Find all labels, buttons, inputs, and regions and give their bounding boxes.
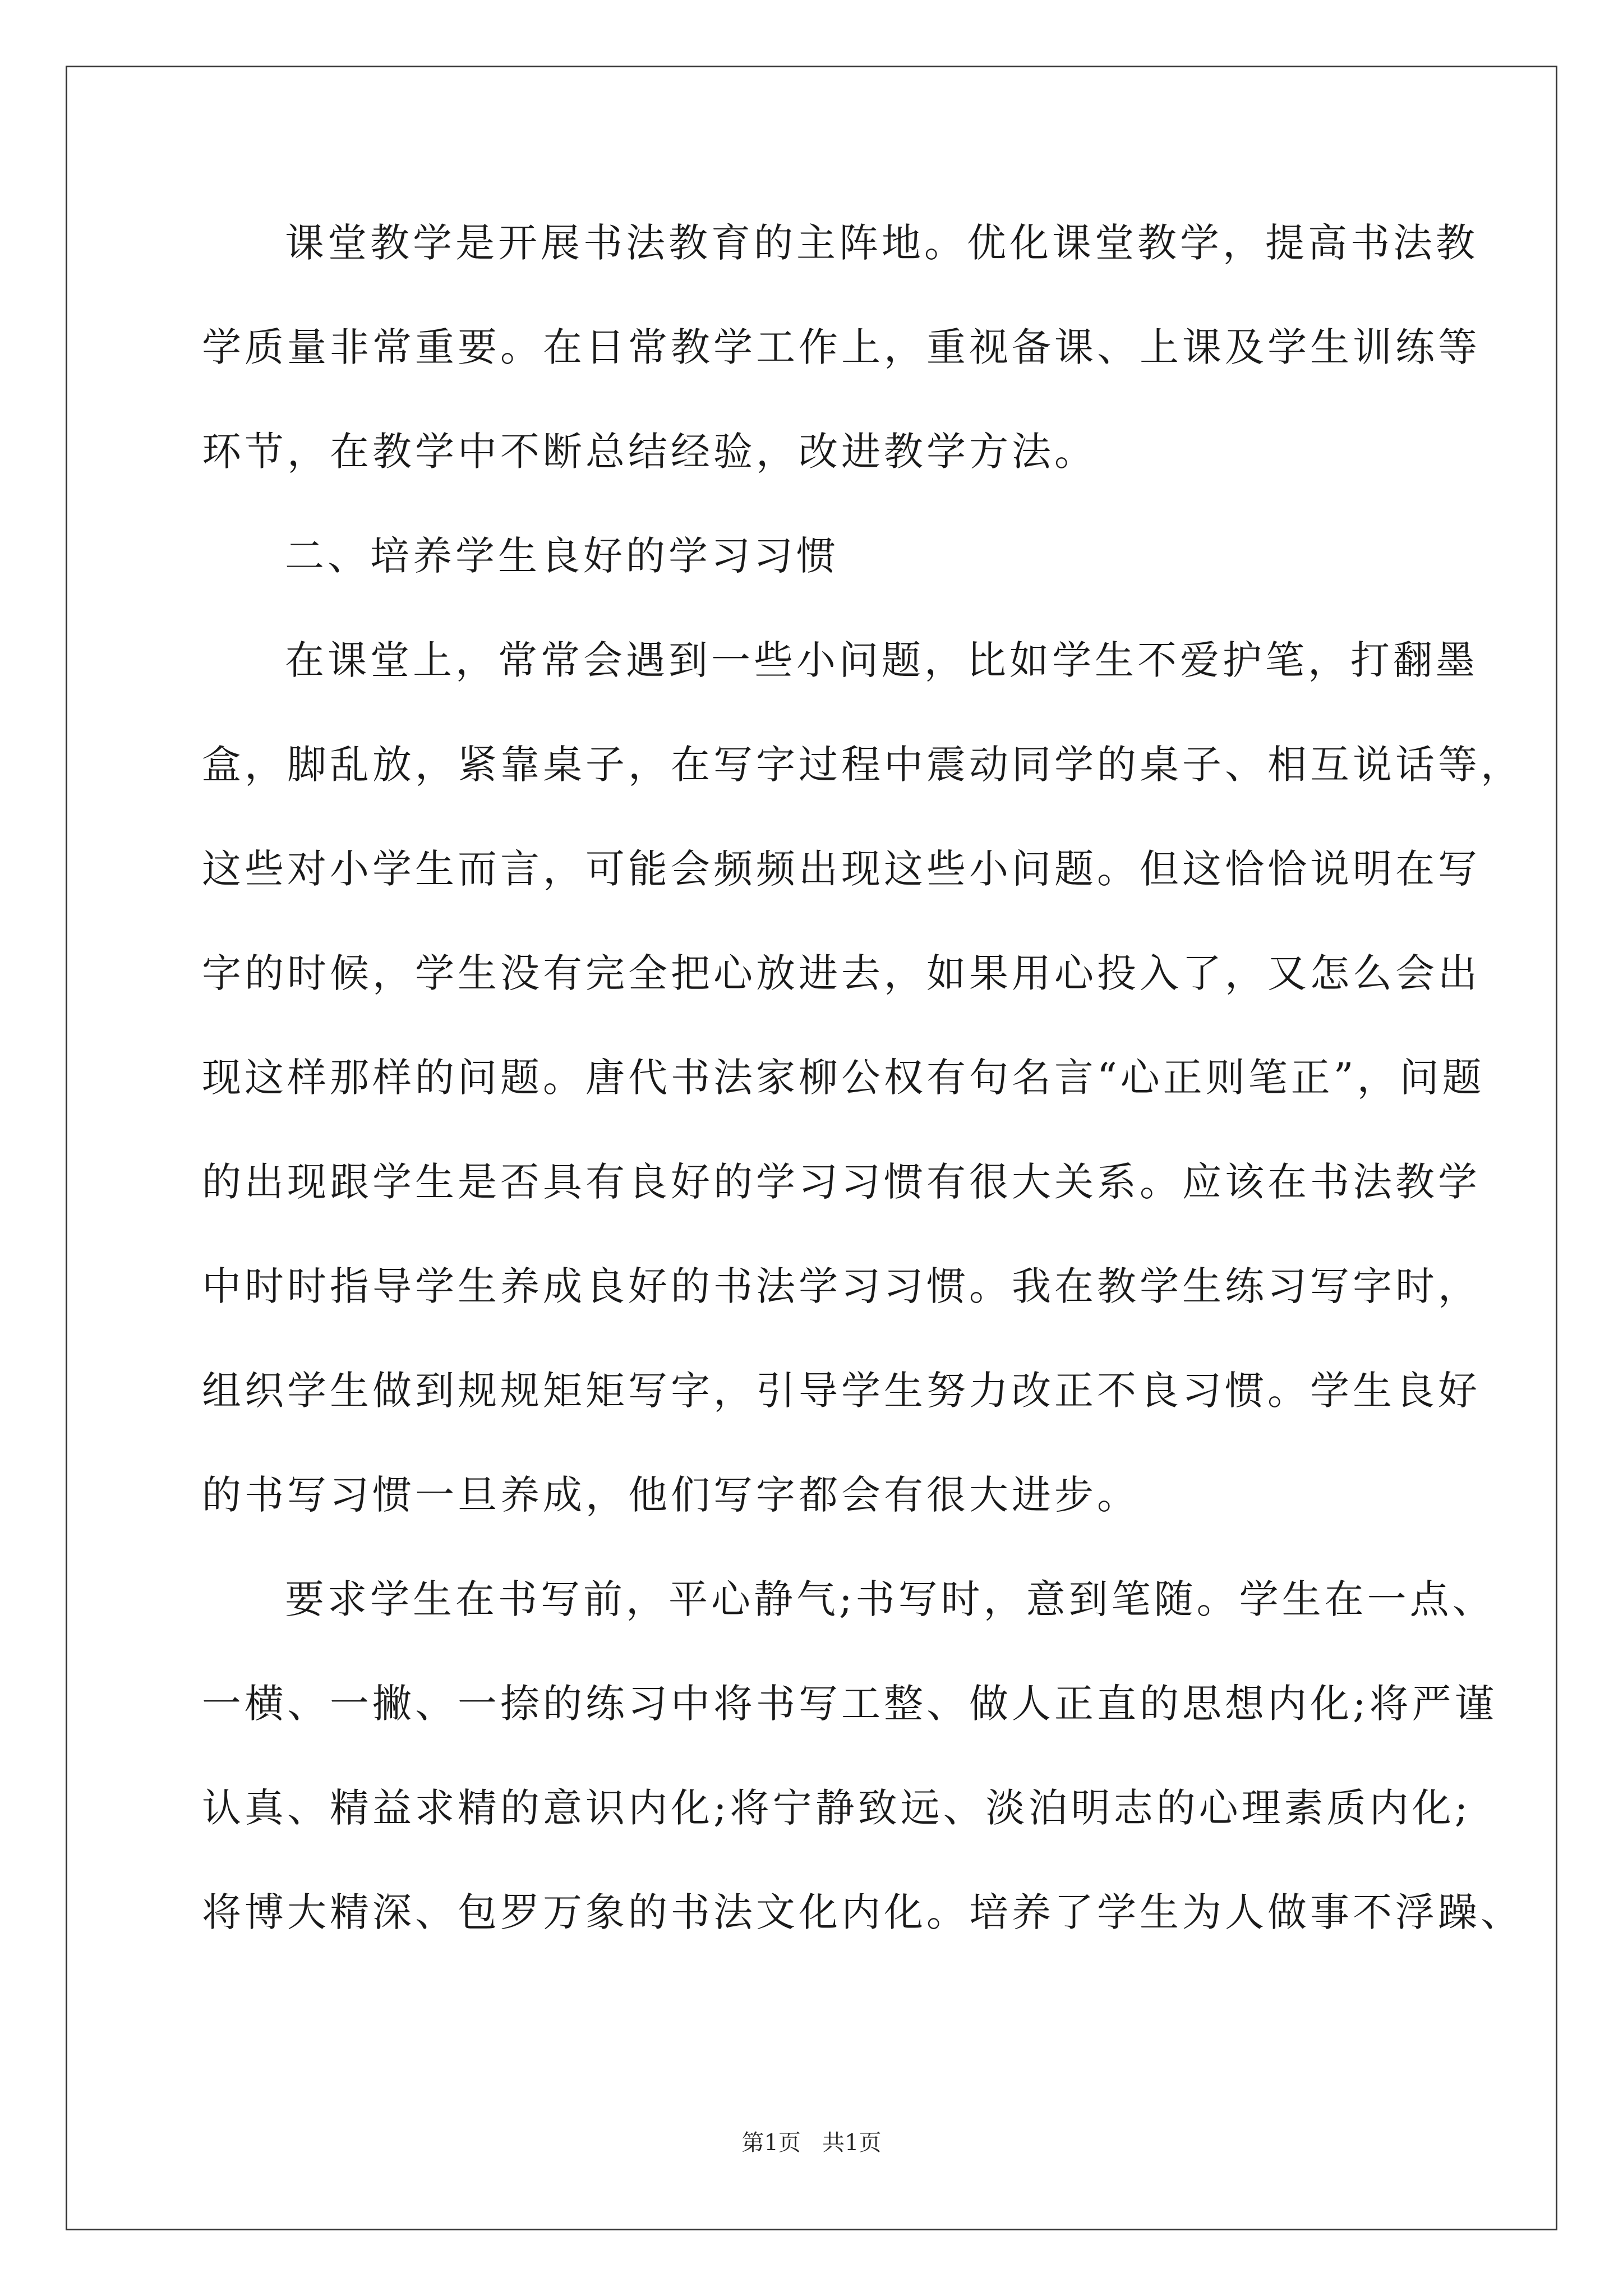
text-line: 学质量非常重要。在日常教学工作上，重视备课、上课及学生训练等: [202, 324, 1481, 370]
text-line: 的书写习惯一旦养成，他们写字都会有很大进步。: [202, 1472, 1140, 1518]
text-line: 在课堂上，常常会遇到一些小问题，比如学生不爱护笔，打翻墨: [285, 637, 1478, 683]
section-heading: 二、培养学生良好的学习习惯: [285, 533, 839, 579]
text-line: 现这样那样的问题。唐代书法家柳公权有句名言“心正则笔正”，问题: [202, 1055, 1485, 1101]
text-line: 中时时指导学生养成良好的书法学习习惯。我在教学生练习写字时，: [202, 1263, 1481, 1309]
text-line: 一横、一撇、一捺的练习中将书写工整、做人正直的思想内化;将严谨: [202, 1681, 1497, 1727]
document-body: [202, 191, 1523, 1964]
text-line: 的出现跟学生是否具有良好的学习习惯有很大关系。应该在书法教学: [202, 1159, 1481, 1205]
page-footer: 第1页 共1页: [741, 2130, 882, 2156]
text-line: 盒，脚乱放，紧靠桌子，在写字过程中震动同学的桌子、相互说话等，: [202, 742, 1523, 788]
text-line: 认真、精益求精的意识内化;将宁静致远、淡泊明志的心理素质内化;: [202, 1785, 1472, 1831]
text-line: 字的时候，学生没有完全把心放进去，如果用心投入了，又怎么会出: [202, 950, 1481, 996]
text-line: 将博大精深、包罗万象的书法文化内化。培养了学生为人做事不浮躁、: [202, 1889, 1523, 1935]
text-line: 这些对小学生而言，可能会频频出现这些小问题。但这恰恰说明在写: [202, 846, 1481, 892]
text-line: 环节，在教学中不断总结经验，改进教学方法。: [202, 429, 1097, 475]
text-line: 要求学生在书写前，平心静气;书写时，意到笔随。学生在一点、: [285, 1576, 1495, 1622]
text-line: 组织学生做到规规矩矩写字，引导学生努力改正不良习惯。学生良好: [202, 1368, 1481, 1414]
text-line: 课堂教学是开展书法教育的主阵地。优化课堂教学，提高书法教: [285, 220, 1478, 266]
